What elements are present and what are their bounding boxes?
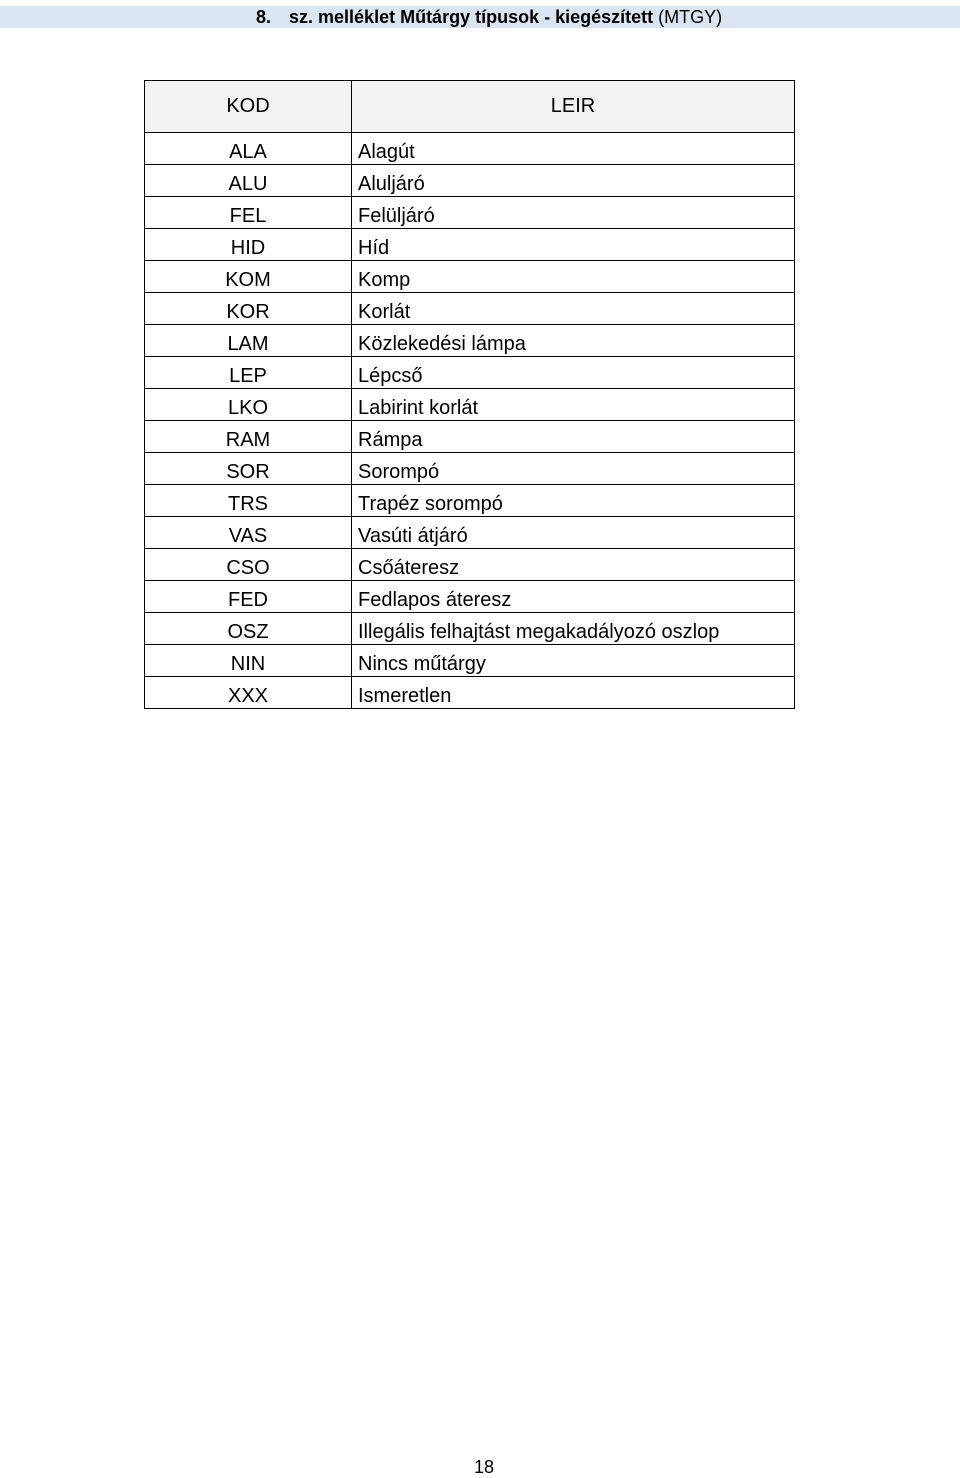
column-header-leir: LEIR (352, 81, 795, 133)
description-cell: Lépcső (352, 357, 795, 389)
code-cell: ALA (145, 133, 352, 165)
description-cell: Alagút (352, 133, 795, 165)
table-row (145, 613, 795, 645)
table-row (145, 165, 795, 197)
code-cell: VAS (145, 517, 352, 549)
description-cell: Rámpa (352, 421, 795, 453)
table-row (145, 197, 795, 229)
page-number: 18 (473, 1457, 495, 1477)
description-cell: Fedlapos áteresz (352, 581, 795, 613)
description-cell: Trapéz sorompó (352, 485, 795, 517)
table-row (145, 677, 795, 709)
column-header-kod: KOD (145, 81, 352, 133)
code-cell: LKO (145, 389, 352, 421)
code-cell: XXX (145, 677, 352, 709)
code-cell: HID (145, 229, 352, 261)
description-cell: Korlát (352, 293, 795, 325)
description-cell: Ismeretlen (352, 677, 795, 709)
description-cell: Sorompó (352, 453, 795, 485)
description-cell: Híd (352, 229, 795, 261)
description-cell: Nincs műtárgy (352, 645, 795, 677)
code-cell: KOR (145, 293, 352, 325)
title-number: 8. (256, 7, 272, 27)
code-cell: RAM (145, 421, 352, 453)
description-cell: Aluljáró (352, 165, 795, 197)
table-row (145, 133, 795, 165)
table-row (145, 357, 795, 389)
code-cell: CSO (145, 549, 352, 581)
table-row (145, 517, 795, 549)
table-row (145, 325, 795, 357)
table-row (145, 261, 795, 293)
description-cell: Illegális felhajtást megakadályozó oszlop (352, 613, 795, 645)
title-bold: sz. melléklet Műtárgy típusok - kiegészített (289, 7, 654, 27)
code-cell: FED (145, 581, 352, 613)
description-cell: Vasúti átjáró (352, 517, 795, 549)
description-cell: Labirint korlát (352, 389, 795, 421)
code-cell: OSZ (145, 613, 352, 645)
table-row (145, 293, 795, 325)
table-body (145, 133, 795, 709)
table-row (145, 229, 795, 261)
description-cell: Csőáteresz (352, 549, 795, 581)
description-cell: Felüljáró (352, 197, 795, 229)
table-row (145, 581, 795, 613)
table-row (145, 389, 795, 421)
description-cell: Közlekedési lámpa (352, 325, 795, 357)
code-cell: ALU (145, 165, 352, 197)
table-row (145, 453, 795, 485)
code-table (144, 80, 795, 709)
code-cell: LEP (145, 357, 352, 389)
table-row (145, 421, 795, 453)
table-row (145, 549, 795, 581)
code-cell: LAM (145, 325, 352, 357)
table-header-row (145, 81, 795, 133)
description-cell: Komp (352, 261, 795, 293)
code-cell: SOR (145, 453, 352, 485)
code-cell: NIN (145, 645, 352, 677)
table-row (145, 485, 795, 517)
title-suffix: (MTGY) (658, 7, 723, 27)
code-cell: FEL (145, 197, 352, 229)
code-cell: KOM (145, 261, 352, 293)
table-row (145, 645, 795, 677)
code-cell: TRS (145, 485, 352, 517)
document-title (256, 6, 722, 28)
